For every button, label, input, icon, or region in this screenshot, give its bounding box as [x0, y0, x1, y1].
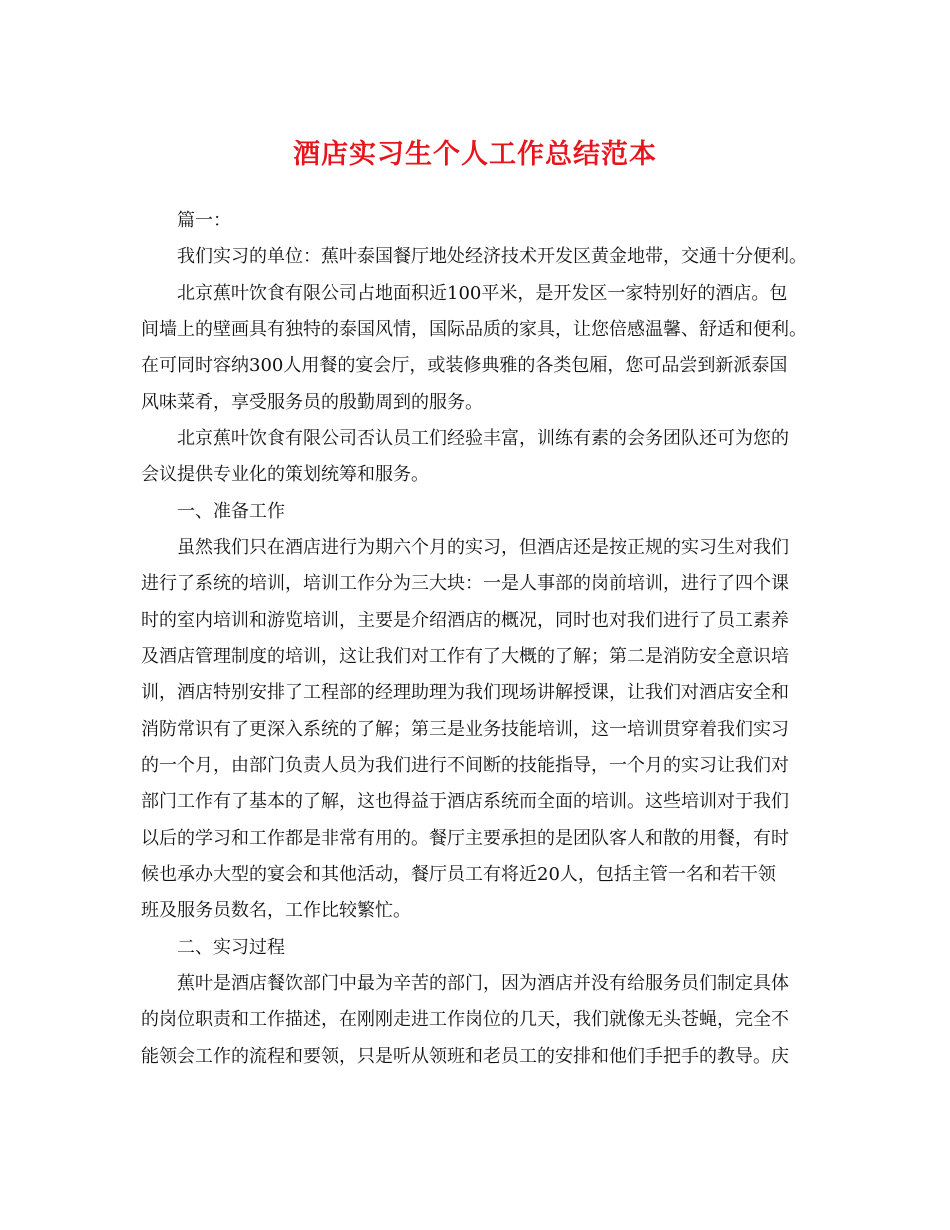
paragraph-line: 及酒店管理制度的培训，这让我们对工作有了大概的了解；第二是消防安全意识培: [141, 646, 789, 667]
paragraph-line: 北京蕉叶饮食有限公司否认员工们经验丰富，训练有素的会务团队还可为您的: [177, 428, 789, 449]
paragraph-line: 北京蕉叶饮食有限公司占地面积近100平米，是开发区一家特别好的酒店。包: [177, 283, 788, 304]
paragraph-line: 部门工作有了基本的了解，这也得益于酒店系统而全面的培训。这些培训对于我们: [141, 791, 789, 812]
paragraph-line: 会议提供专业化的策划统筹和服务。: [141, 464, 429, 485]
paragraph-line: 我们实习的单位：蕉叶泰国餐厅地处经济技术开发区黄金地带，交通十分便利。: [177, 246, 807, 267]
paragraph-line: 以后的学习和工作都是非常有用的。餐厅主要承担的是团队客人和散的用餐，有时: [141, 828, 789, 849]
paragraph-line: 班及服务员数名，工作比较繁忙。: [141, 900, 411, 921]
paragraph-line: 消防常识有了更深入系统的了解；第三是业务技能培训，这一培训贯穿着我们实习: [141, 719, 789, 740]
paragraph-line: 篇一：: [177, 210, 231, 231]
paragraph-line: 的一个月，由部门负责人员为我们进行不间断的技能指导，一个月的实习让我们对: [141, 755, 789, 776]
paragraph-line: 间墙上的壁画具有独特的泰国风情，国际品质的家具，让您倍感温馨、舒适和便利。: [141, 319, 807, 340]
paragraph-line: 进行了系统的培训，培训工作分为三大块：一是人事部的岗前培训，进行了四个课: [141, 573, 789, 594]
document-title: 酒店实习生个人工作总结范本: [293, 139, 657, 170]
paragraph-line: 候也承办大型的宴会和其他活动，餐厅员工有将近20人，包括主管一名和若干领: [141, 864, 776, 885]
paragraph-line: 能领会工作的流程和要领，只是听从领班和老员工的安排和他们手把手的教导。庆: [141, 1046, 789, 1067]
paragraph-line: 在可同时容纳300人用餐的宴会厅，或装修典雅的各类包厢，您可品尝到新派泰国: [141, 355, 788, 376]
paragraph-line: 风味菜肴，享受服务员的殷勤周到的服务。: [141, 392, 483, 413]
section-heading: 一、准备工作: [177, 501, 285, 522]
paragraph-line: 时的室内培训和游览培训，主要是介绍酒店的概况，同时也对我们进行了员工素养: [141, 610, 789, 631]
section-heading: 二、实习过程: [177, 937, 285, 958]
paragraph-line: 的岗位职责和工作描述，在刚刚走进工作岗位的几天，我们就像无头苍蝇，完全不: [141, 1009, 789, 1030]
paragraph-line: 训，酒店特别安排了工程部的经理助理为我们现场讲解授课，让我们对酒店安全和: [141, 682, 789, 703]
paragraph-line: 虽然我们只在酒店进行为期六个月的实习，但酒店还是按正规的实习生对我们: [177, 537, 789, 558]
paragraph-line: 蕉叶是酒店餐饮部门中最为辛苦的部门，因为酒店并没有给服务员们制定具体: [177, 973, 789, 994]
